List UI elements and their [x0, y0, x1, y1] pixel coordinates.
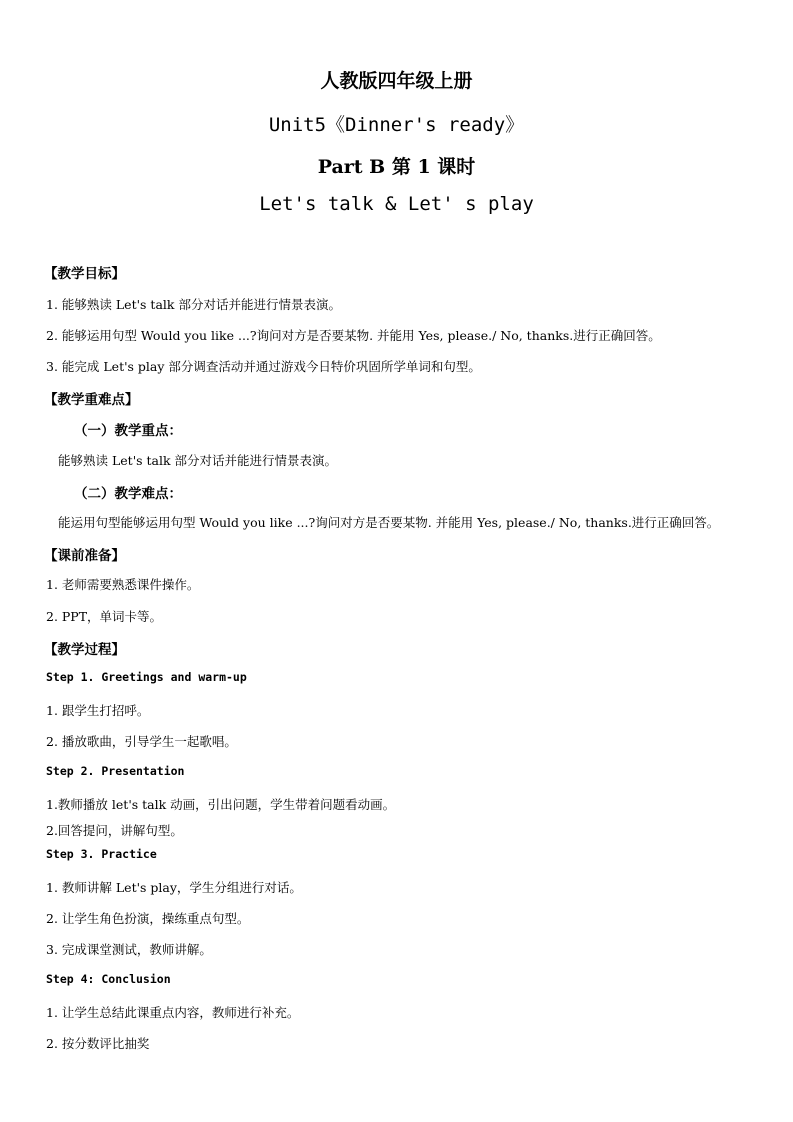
step-item: 1. 跟学生打招呼。 — [46, 703, 150, 718]
objective-item: 2. 能够运用句型 Would you like ...?询问对方是否要某物. 并能用 Yes, please./ No, thanks.进行正确回答。 — [46, 328, 661, 343]
step-item: 1. 让学生总结此课重点内容，教师进行补充。 — [46, 1005, 300, 1020]
step-item: 1.教师播放 let's talk 动画，引出问题，学生带着问题看动画。 — [46, 797, 396, 812]
step-title: Step 4: Conclusion — [46, 972, 171, 986]
preparation-item: 2. PPT，单词卡等。 — [46, 609, 163, 624]
step-title: Step 2. Presentation — [46, 764, 185, 778]
step-title: Step 1. Greetings and warm-up — [46, 670, 247, 684]
objectives-heading: 【教学目标】 — [44, 266, 125, 282]
preparation-item: 1. 老师需要熟悉课件操作。 — [46, 577, 200, 592]
step-item: 1. 教师讲解 Let's play，学生分组进行对话。 — [46, 880, 302, 895]
preparation-heading: 【课前准备】 — [44, 548, 125, 564]
process-heading: 【教学过程】 — [44, 642, 125, 658]
step-item: 3. 完成课堂测试，教师讲解。 — [46, 942, 212, 957]
section-title: Let's talk & Let' s play — [259, 193, 534, 215]
key-points-heading: 【教学重难点】 — [44, 392, 139, 408]
objective-item: 1. 能够熟读 Let's talk 部分对话并能进行情景表演。 — [46, 297, 341, 312]
step-item: 2. 让学生角色扮演，操练重点句型。 — [46, 911, 250, 926]
document-title: 人教版四年级上册 — [320, 70, 473, 92]
step-item: 2.回答提问，讲解句型。 — [46, 823, 183, 838]
difficulty-label: （二）教学难点： — [74, 486, 182, 502]
difficulty-text: 能运用句型能够运用句型 Would you like ...?询问对方是否要某物. 并能用 Yes, please./ No, thanks.进行正确回答。 — [58, 515, 720, 530]
step-item: 2. 播放歌曲，引导学生一起歌唱。 — [46, 734, 237, 749]
unit-title: Unit5《Dinner's ready》 — [268, 114, 525, 136]
focus-label: （一）教学重点： — [74, 423, 182, 439]
step-title: Step 3. Practice — [46, 847, 157, 861]
focus-text: 能够熟读 Let's talk 部分对话并能进行情景表演。 — [58, 453, 338, 468]
step-item: 2. 按分数评比抽奖 — [46, 1036, 150, 1051]
part-title: Part B 第 1 课时 — [317, 156, 476, 178]
objective-item: 3. 能完成 Let's play 部分调查活动并通过游戏今日特价巩固所学单词和句型。 — [46, 359, 481, 374]
